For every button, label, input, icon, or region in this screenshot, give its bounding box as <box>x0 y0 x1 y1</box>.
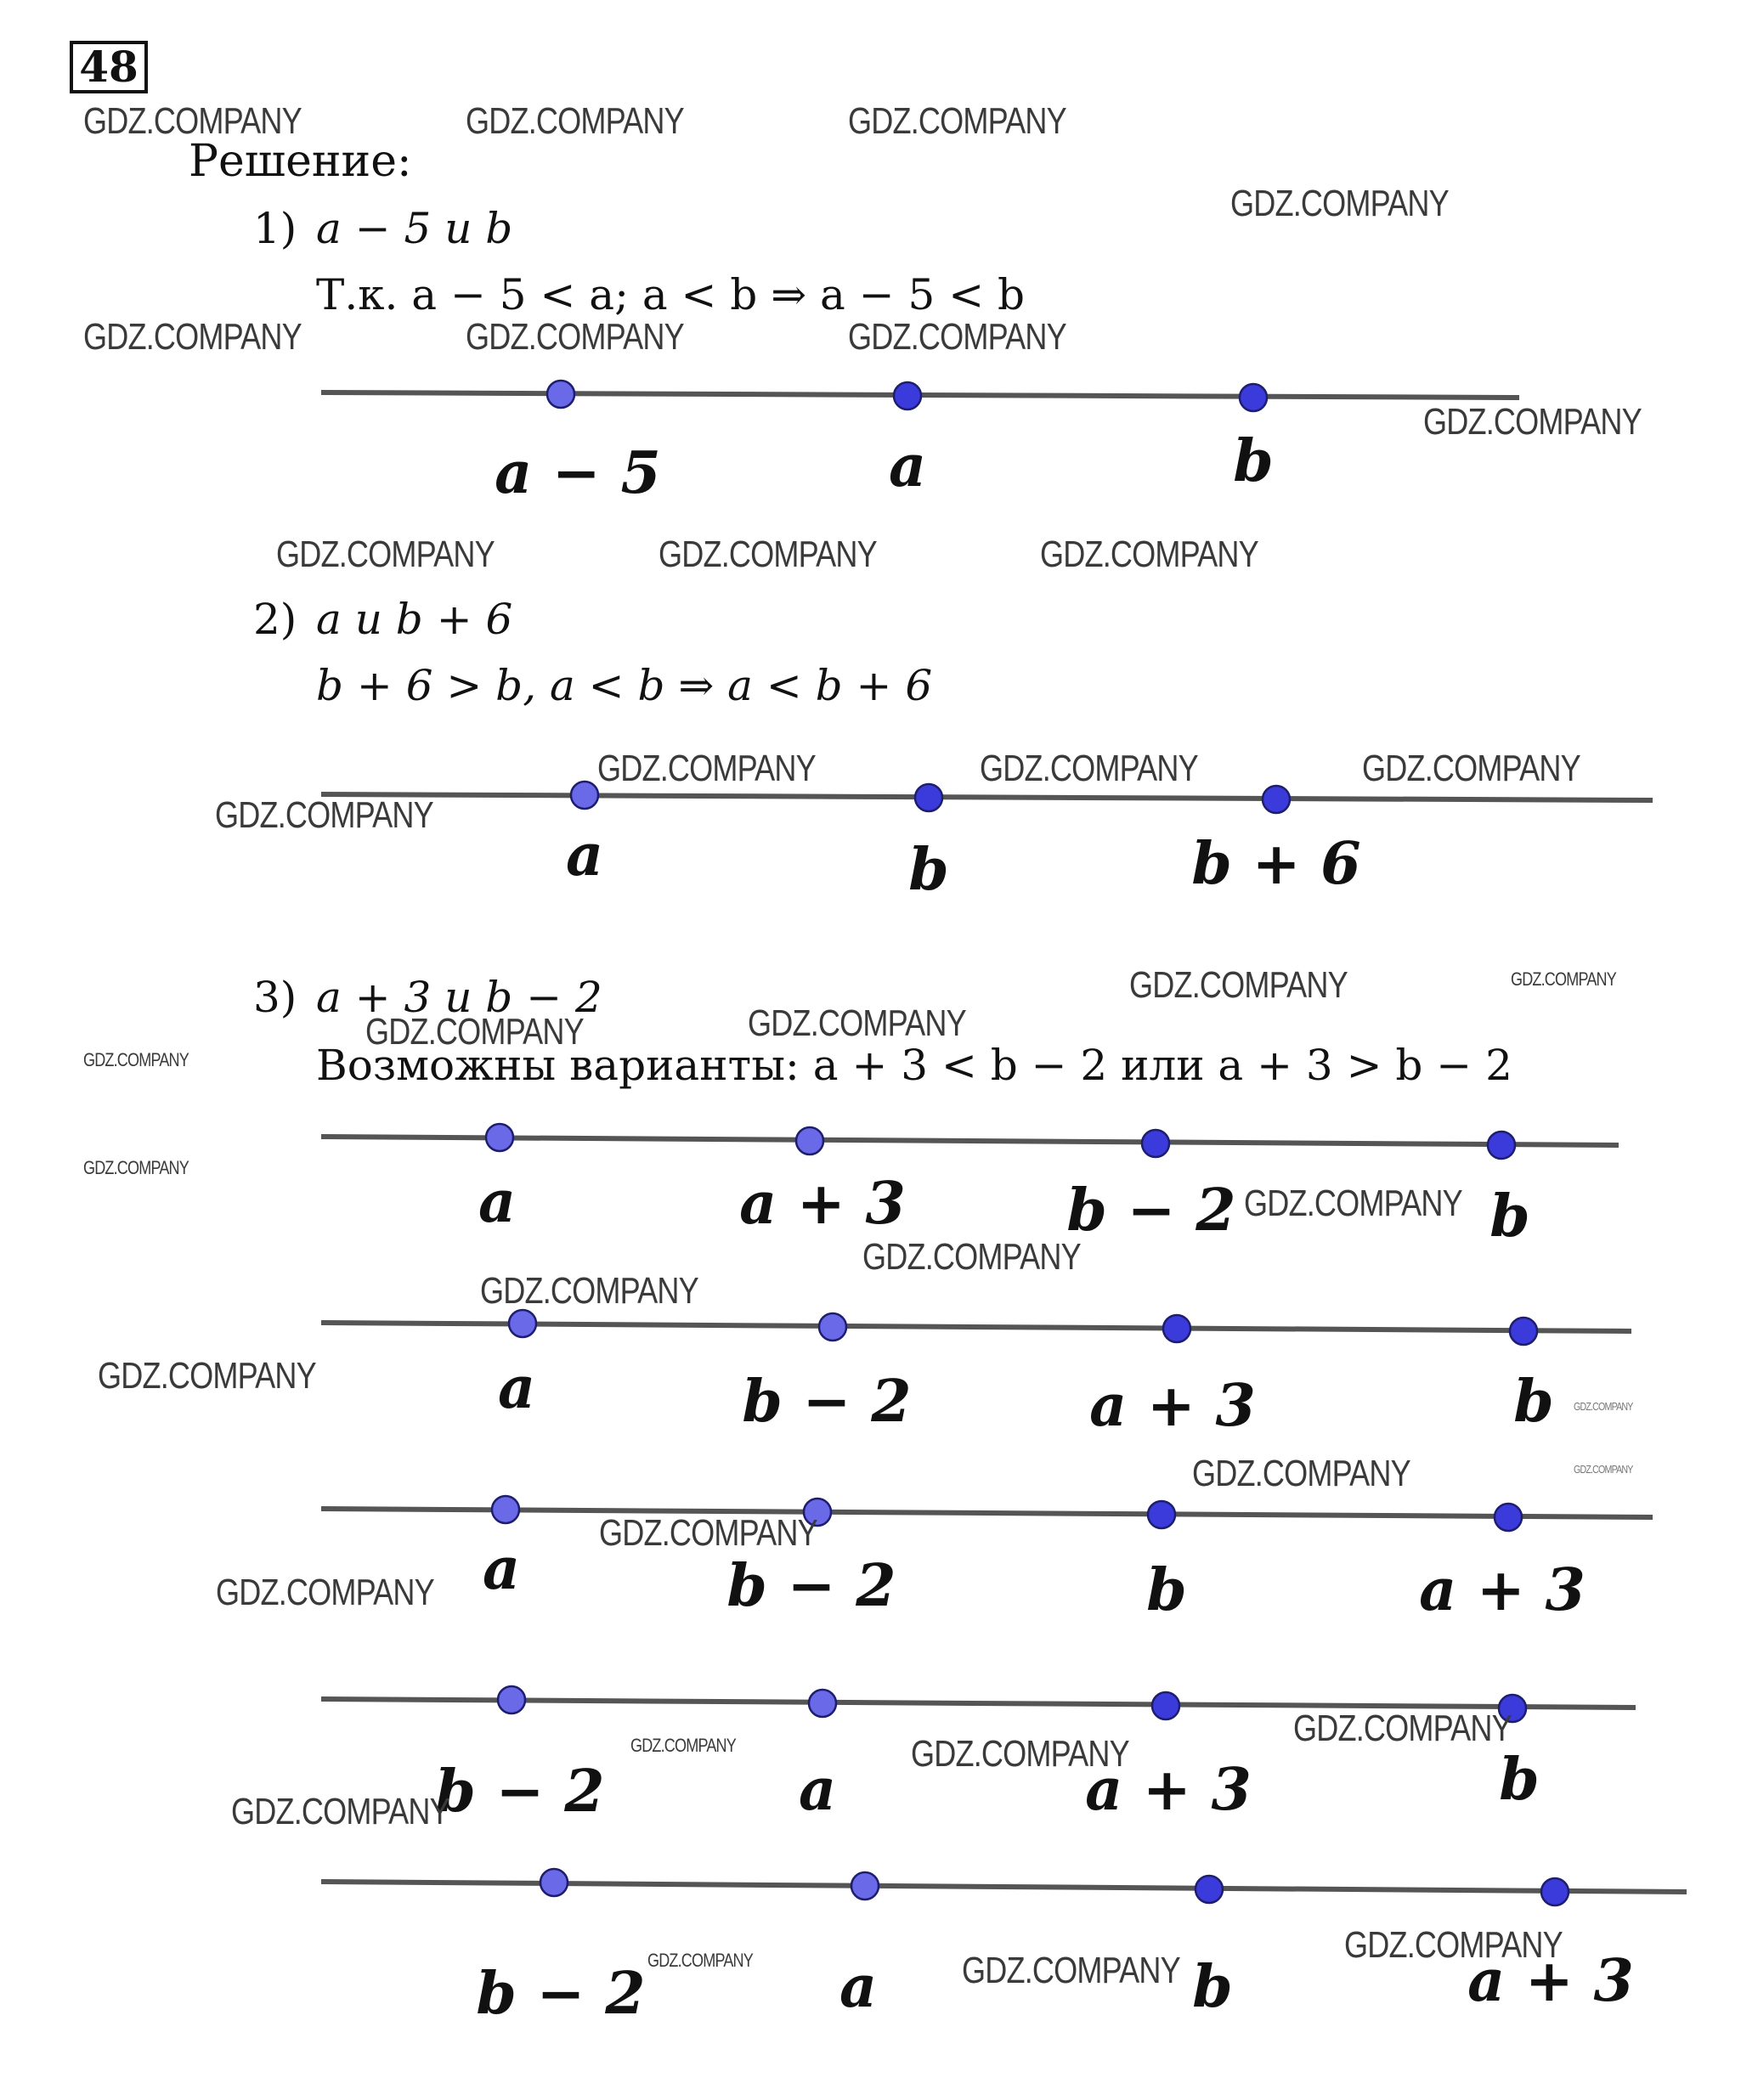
watermark: GDZ.COMPANY <box>276 533 495 575</box>
part-3-number: 3) <box>253 973 297 1022</box>
watermark: GDZ.COMPANY <box>848 100 1066 142</box>
number-line-point <box>1148 1501 1175 1528</box>
number-line-point <box>571 782 598 809</box>
watermark: GDZ.COMPANY <box>216 1572 434 1613</box>
number-line-point <box>851 1872 879 1900</box>
number-line-point <box>498 1686 525 1713</box>
watermark: GDZ.COMPANY <box>911 1733 1129 1775</box>
number-line-label: a <box>798 1756 837 1824</box>
task-number-box: 48 <box>70 41 148 93</box>
number-line-label: a <box>497 1354 536 1422</box>
watermark: GDZ.COMPANY <box>597 748 816 789</box>
watermark: GDZ.COMPANY <box>848 316 1066 358</box>
watermark: GDZ.COMPANY <box>647 1950 753 1971</box>
number-line-label: a − 5 <box>495 439 661 507</box>
watermark: GDZ.COMPANY <box>1574 1400 1633 1413</box>
number-line-label: b <box>1489 1183 1530 1250</box>
watermark: GDZ.COMPANY <box>1129 964 1348 1006</box>
number-line-axis <box>321 794 1653 800</box>
watermark: GDZ.COMPANY <box>466 100 684 142</box>
number-line-label: b <box>1192 1953 1233 2021</box>
number-line-point <box>1196 1876 1223 1903</box>
part-1-number: 1) <box>253 204 297 253</box>
watermark: GDZ.COMPANY <box>1244 1183 1462 1224</box>
number-line-label: b − 2 <box>476 1960 646 2028</box>
number-line-point <box>509 1310 536 1337</box>
part-1-reasoning: Т.к. a − 5 < a; a < b ⇒ a − 5 < b <box>316 270 1025 319</box>
number-line-label: b <box>1499 1746 1540 1814</box>
watermark: GDZ.COMPANY <box>365 1011 584 1053</box>
number-line-label: b <box>1233 427 1274 495</box>
number-line-label: a + 3 <box>1467 1947 1634 2015</box>
number-line-label: a + 3 <box>1085 1756 1252 1824</box>
solution-heading: Решение: <box>189 136 412 187</box>
number-line-label: b − 2 <box>435 1758 605 1826</box>
watermark: GDZ.COMPANY <box>862 1236 1081 1278</box>
number-line-point <box>915 784 942 811</box>
number-line-point <box>540 1869 568 1896</box>
watermark: GDZ.COMPANY <box>83 100 302 142</box>
number-line-label: a + 3 <box>739 1170 906 1238</box>
part-2-number: 2) <box>253 595 297 644</box>
watermark: GDZ.COMPANY <box>659 533 877 575</box>
number-line-label: a <box>482 1535 521 1603</box>
number-line-label: b − 2 <box>1066 1177 1236 1245</box>
watermark: GDZ.COMPANY <box>83 1157 189 1178</box>
number-line-point <box>486 1124 513 1151</box>
watermark: GDZ.COMPANY <box>231 1791 449 1832</box>
watermark: GDZ.COMPANY <box>83 1049 189 1070</box>
number-line-point <box>796 1127 823 1154</box>
number-line-label: b − 2 <box>742 1368 912 1436</box>
number-line-label: a + 3 <box>1419 1556 1586 1624</box>
part-2-title: a и b + 6 <box>316 595 513 644</box>
watermark: GDZ.COMPANY <box>1293 1708 1512 1749</box>
number-line-axis <box>321 1509 1653 1517</box>
watermark: GDZ.COMPANY <box>480 1270 698 1312</box>
number-line-point <box>1240 384 1267 411</box>
part-3-title: a + 3 и b − 2 <box>316 973 602 1022</box>
number-line-point <box>492 1496 519 1523</box>
number-line-label: a + 3 <box>1089 1372 1256 1440</box>
watermark: GDZ.COMPANY <box>83 316 302 358</box>
number-line-point <box>1152 1692 1179 1719</box>
number-line-axis <box>321 1882 1687 1892</box>
part-3-reasoning: Возможны варианты: a + 3 < b − 2 или a + 3 > b − 2 <box>316 1041 1512 1090</box>
number-line-label: a <box>888 432 927 500</box>
watermark: GDZ.COMPANY <box>1344 1924 1563 1966</box>
watermark: GDZ.COMPANY <box>599 1512 817 1554</box>
number-line-label: b <box>1513 1368 1554 1436</box>
watermark: GDZ.COMPANY <box>630 1735 736 1756</box>
watermark: GDZ.COMPANY <box>1192 1453 1410 1494</box>
number-line-label: a <box>565 821 604 889</box>
watermark: GDZ.COMPANY <box>466 316 684 358</box>
watermark: GDZ.COMPANY <box>215 794 433 836</box>
number-line-label: b <box>908 836 949 904</box>
watermark: GDZ.COMPANY <box>980 748 1198 789</box>
number-line-point <box>1142 1130 1169 1157</box>
number-line-point <box>1263 786 1290 813</box>
number-line-label: b + 6 <box>1191 830 1361 898</box>
number-line-point <box>1541 1878 1569 1905</box>
number-line-point <box>1495 1504 1522 1531</box>
number-line-label: b − 2 <box>726 1552 896 1620</box>
watermark: GDZ.COMPANY <box>1040 533 1258 575</box>
number-line-point <box>809 1690 836 1717</box>
number-line-point <box>894 382 921 409</box>
number-line-label: b <box>1146 1556 1187 1624</box>
number-line-point <box>819 1313 846 1341</box>
number-line-point <box>547 381 574 408</box>
part-1-title: a − 5 и b <box>316 204 513 253</box>
watermark: GDZ.COMPANY <box>1511 968 1616 990</box>
number-line-axis <box>321 1137 1619 1145</box>
watermark: GDZ.COMPANY <box>1230 183 1449 224</box>
number-line-label: a <box>839 1953 878 2021</box>
number-line-point <box>1510 1318 1537 1345</box>
part-2-reasoning: b + 6 > b, a < b ⇒ a < b + 6 <box>316 661 933 710</box>
number-line-label: a <box>478 1168 517 1236</box>
watermark: GDZ.COMPANY <box>1423 401 1642 443</box>
watermark: GDZ.COMPANY <box>962 1950 1180 1991</box>
watermark: GDZ.COMPANY <box>1574 1463 1633 1476</box>
watermark: GDZ.COMPANY <box>1362 748 1580 789</box>
watermark: GDZ.COMPANY <box>98 1355 316 1397</box>
number-line-point <box>1163 1315 1190 1342</box>
number-line-point <box>1488 1132 1515 1159</box>
watermark: GDZ.COMPANY <box>748 1002 966 1044</box>
